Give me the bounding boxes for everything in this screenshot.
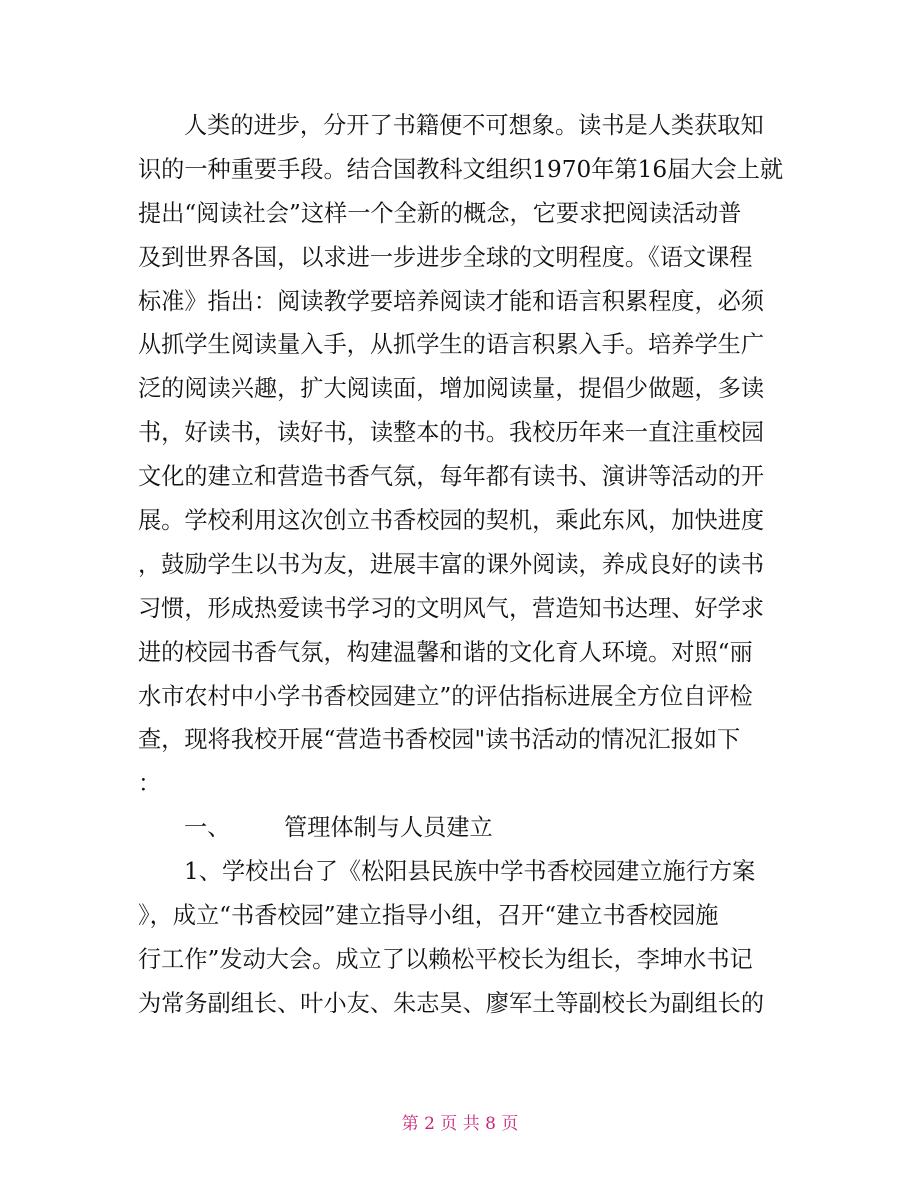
text-line: 文化的建立和营造书香气氛，每年都有读书、演讲等活动的开 (138, 463, 765, 491)
text-line: 水市农村中小学书香校园建立”的评估指标进展全方位自评检 (138, 682, 753, 710)
section-heading (138, 806, 788, 850)
text-line: 标准》指出：阅读教学要培养阅读才能和语言积累程度，必须 (138, 287, 765, 315)
page-footer: 第 2 页 共 8 页 (401, 1114, 519, 1134)
text-line: 进的校园书香气氛，构建温馨和谐的文化育人环境。对照“丽 (138, 638, 753, 666)
text-line: 行工作”发动大会。成立了以赖松平校长为组长，李坤水书记 (138, 945, 753, 973)
text-line: 识的一种重要手段。结合国教科文组织1970年第16届大会上就 (138, 155, 784, 183)
paragraph-2 (138, 850, 788, 1026)
text-line: 1、学校出台了《松阳县民族中学书香校园建立施行方案 (184, 858, 756, 886)
text-line: 及到世界各国，以求进一步进步全球的文明程度。《语文课程 (138, 243, 753, 271)
section-title: 管理体制与人员建立 (284, 814, 493, 842)
text-line: 习惯，形成热爱读书学习的文明风气，营造知书达理、好学求 (138, 594, 765, 622)
paragraph-1 (138, 104, 788, 806)
text-line: 提出“阅读社会”这样一个全新的概念，它要求把阅读活动普 (138, 199, 742, 227)
text-line: 泛的阅读兴趣，扩大阅读面，增加阅读量，提倡少做题，多读 (138, 375, 765, 403)
text-line: 为常务副组长、叶小友、朱志昊、廖军土等副校长为副组长的 (138, 989, 765, 1017)
text-line: 查，现将我校开展“营造书香校园"读书活动的情况汇报如下 (138, 726, 741, 754)
section-number: 一、 (184, 814, 231, 842)
text-line: 》，成立“书香校园”建立指导小组，召开“建立书香校园施 (138, 902, 719, 930)
document-body (138, 104, 788, 1026)
text-line: 展。学校利用这次创立书香校园的契机，乘此东风，加快进度 (138, 507, 765, 535)
text-line: ，鼓励学生以书为友，进展丰富的课外阅读，养成良好的读书 (138, 550, 765, 578)
text-line: 书，好读书，读好书，读整本的书。我校历年来一直注重校园 (138, 419, 765, 447)
text-line: ： (138, 770, 162, 798)
text-line: 人类的进步，分开了书籍便不可想象。读书是人类获取知 (184, 112, 764, 139)
text-line: 从抓学生阅读量入手，从抓学生的语言积累入手。培养学生广 (138, 331, 765, 359)
